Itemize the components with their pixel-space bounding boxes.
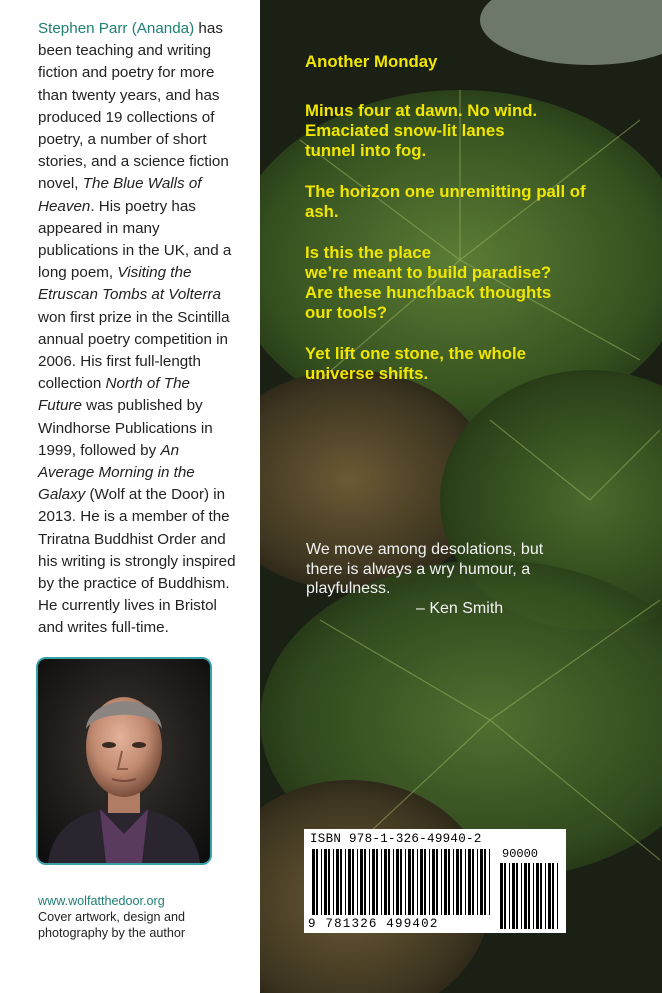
isbn-barcode (304, 829, 566, 933)
author-bio (38, 18, 238, 640)
price-code: 90000 (502, 847, 539, 861)
bio-text-3: won first prize in the Scintilla annual poetry competition in 2006. His first full-length collection (38, 308, 230, 393)
poem-stanza (305, 243, 645, 323)
back-cover-right-panel (260, 0, 662, 993)
credits-line: Cover artwork, design and photography by the author (38, 910, 186, 940)
collection-title: North of The Future (38, 375, 190, 415)
website-link[interactable]: www.wolfatthedoor.org (38, 894, 165, 908)
poem-stanza (305, 182, 645, 222)
poem-line: The horizon one unremitting pall of (305, 182, 586, 201)
quote-attribution: – Ken Smith (416, 599, 504, 617)
bio-text-1: has been teaching and writing fiction and poetry for more than twenty years, and has produced 19 collections of poetry, a number of short stories, and a science fiction novel, (38, 20, 229, 193)
poem-stanza (305, 101, 645, 161)
poem-line: we’re meant to build paradise? (305, 263, 552, 282)
poem-line: Minus four at dawn. No wind. (305, 101, 538, 120)
isbn-digits: 9 781326 499402 (308, 917, 439, 931)
bio-text-4: was published by Windhorse Publications in 1999, followed by (38, 397, 213, 459)
quote-line: playfulness. (306, 580, 391, 597)
bio-text-5: (Wolf at the Door) in 2013. He is a member of the Triratna Buddhist Order and his writing is strongly inspired by the practice of Buddhism. He currently lives in Bristol and writes full-time. (38, 486, 236, 637)
bio-text-2: . His poetry has appeared in many publications in the UK, and a long poem, (38, 197, 232, 282)
quote-line: there is always a wry humour, a (306, 560, 531, 578)
author-portrait-image (38, 659, 210, 863)
poem-line: universe shifts. (305, 364, 429, 383)
author-photo (36, 657, 212, 865)
author-name: Stephen Parr (Ananda) (38, 20, 195, 37)
poem-line: our tools? (305, 303, 388, 322)
poem-line: ash. (305, 202, 339, 221)
poem-line: tunnel into fog. (305, 141, 427, 160)
long-poem-title: Visiting the Etruscan Tombs at Volterra (38, 264, 221, 304)
poem-stanza (305, 344, 645, 384)
epigraph-quote (306, 540, 596, 618)
quote-line: We move among desolations, but (306, 541, 544, 558)
poem-line: Are these hunchback thoughts (305, 283, 552, 302)
poem-title: Another Monday (305, 52, 438, 71)
poem (305, 52, 645, 405)
collection-title-2: An Average Morning in the Galaxy (38, 441, 195, 504)
novel-title: The Blue Walls of Heaven (38, 175, 202, 215)
poem-line: Is this the place (305, 243, 431, 262)
poem-line: Yet lift one stone, the whole (305, 344, 526, 363)
isbn-text: ISBN 978-1-326-49940-2 (310, 832, 482, 846)
back-cover-left-panel (0, 0, 260, 993)
credits (38, 893, 238, 941)
poem-line: Emaciated snow-lit lanes (305, 121, 505, 140)
